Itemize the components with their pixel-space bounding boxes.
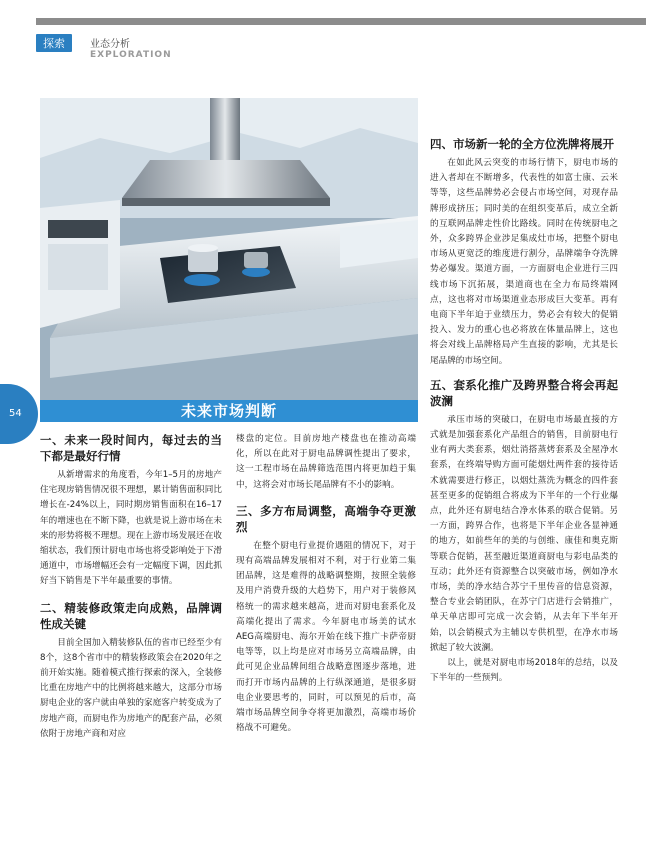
section-title-en: EXPLORATION — [90, 50, 172, 60]
kitchen-photo — [40, 98, 418, 400]
section-5-paragraph: 承压市场的突破口，在厨电市场最直接的方式就是加强套系化产品组合的销售，目前厨电行业有两大类套系，烟灶消搭蒸烤套系及全屋净水套系，在终端导购方面可能烟灶两件套的接待话术就需要进行修正，以烟灶蒸洗为概念的四件套甚至更多的促销组合将成为下半年的一个行业爆点，此外还有厨电结合净水体系的联合促销。另一方面，跨界合作，也将是下半年企业各显神通的地方，如前些年的美的与创维、康佳和奥克斯等联合促销，甚至融近渠道商厨电与彩电品类的互动；此外还有资源整合以突破市场，例如净水市场，美的净水结合苏宁千里传音的信息资源，整合专业会销团队，在苏宁门店进行会销推广，单天单店即可完成一次会销，从去年下半年开始，以会销模式为主辅以专供机型，在净水市场掀起了较大波澜。 — [430, 414, 618, 653]
section-1-heading: 一、未来一段时间内，每过去的当下都是最好行情 — [40, 433, 222, 463]
section-banner — [40, 400, 418, 422]
section-1-paragraph: 从新增需求的角度看，今年1–5月的房地产住宅现房销售情况很不理想，累计销售面积同比增长在-24%以上，同时期房销售面积在16–17年的增速也在不断下降，也就是说上游市场在未来的形势将极不理想。现在上游市场发展还在收缩状态，我们预计厨电市场也将受影响处于下滑通道中，市场增幅还会有一定幅度下调，因此抓好当下销售是下半年最重要的事情。 — [40, 470, 222, 587]
section-3-paragraph: 在整个厨电行业提价遇阻的情况下，对于现有高端品牌发展相对不利，对于行业第二集团品牌，这是难得的战略调整期，按照全装修及用户消费升级的大趋势下，用户对于装修风格统一的需求越来越高，进而对厨电套系化及高端化提出了需求。今年厨电市场美的试水AEG高端厨电、海尔开始在线下推广卡萨帝厨电等等，以上均是应对市场另立高端品牌，由此可见企业品牌间组合战略意图逐步落地，进而打开市场内品牌的上行纵深通道，是很多厨电企业要思考的，同时，可以预见的后市，高端市场品牌空间争夺将更加激烈，高端市场价格战不可避免。 — [236, 540, 416, 734]
section-tag: 探索 — [36, 34, 72, 52]
section-4-paragraph: 在如此风云突变的市场行情下，厨电市场的进入者却在不断增多，代表性的如富士康、云米等等，这些品牌势必会侵占市场空间，对现存品牌形成挤压；同时美的在组织变革后，成立全新的互联网品牌走性价比路线。同时在传统厨电之外，众多跨界企业涉足集成灶市场，把整个厨电市场从更宽泛的维度进行割分，品牌端争夺洗牌势必爆发。渠道方面，一方面厨电企业进行三四线市场下沉拓展，渠道商也在全力布局终端网点，这也将对市场渠道业态形成巨大变革。再有电商下半年迫于业绩压力，势必会有较大的促销投入、发力的重心也必将放在体量品牌上，这也将会对线上品牌格局产生直接的影响，尤其是长尾品牌的市场空间。 — [430, 158, 618, 366]
middle-column — [236, 432, 416, 736]
section-2-paragraph: 目前全国加入精装修队伍的省市已经至少有8个，这8个省市中的精装修政策会在2020年之前开始实施。随着模式推行探索的深入，全装修比重在房地产中的比例将越来越大，这部分市场厨电企业的客户就由单独的家庭客户转变成为了房地产商，而厨电作为房地产的配套产品，必须依附于房地产商和对应 — [40, 637, 222, 739]
section-2-continuation: 楼盘的定位。目前房地产楼盘也在推动高端化，所以在此对于厨电品牌调性提出了要求，这一工程市场在品牌筛选范围内将更加趋于集中，这将会对市场长尾品牌有不小的影响。 — [236, 434, 416, 490]
section-title-cn: 业态分析 — [90, 39, 130, 50]
kitchen-illustration — [40, 98, 418, 400]
right-column — [430, 136, 618, 687]
banner-title: 未来市场判断 — [180, 402, 277, 420]
section-2-heading: 二、精装修政策走向成熟，品牌调性成关键 — [40, 600, 222, 631]
left-column — [40, 432, 222, 742]
page-number: 54 — [9, 408, 22, 419]
section-5-heading: 五、套系化推广及跨界整合将会再起波澜 — [430, 377, 618, 408]
section-3-heading: 三、多方布局调整，高端争夺更激烈 — [236, 503, 416, 534]
section-4-heading: 四、市场新一轮的全方位洗牌将展开 — [430, 137, 614, 151]
section-5-closing: 以上，就是对厨电市场2018年的总结，以及下半年的一些预判。 — [430, 658, 618, 684]
header-bar — [36, 18, 646, 25]
